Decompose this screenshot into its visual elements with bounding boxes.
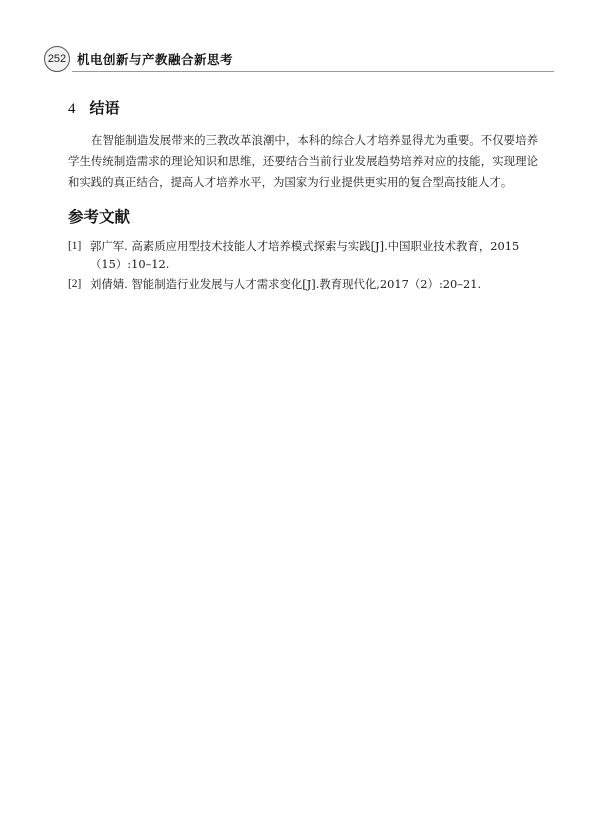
conclusion-paragraph: 在智能制造发展带来的三教改革浪潮中，本科的综合人才培养显得尤为重要。不仅要培养学生传统制造需求的理论知识和思维，还要结合当前行业发展趋势培养对应的技能，实现理论和实践的真正结合，提高人才培养水平，为国家为行业提供更实用的复合型高技能人才。 <box>68 133 538 189</box>
header-rule <box>72 71 554 72</box>
running-header <box>44 45 233 73</box>
reference-text: 刘倩婧. 智能制造行业发展与人才需求变化[J].教育现代化,2017（2）:20–21. <box>90 277 482 291</box>
section-heading <box>68 97 120 118</box>
reference-list <box>68 237 544 295</box>
reference-text: 郭广军. 高素质应用型技术技能人才培养模式探索与实践[J].中国职业技术教育，2015（15）:10–12. <box>90 239 520 271</box>
reference-index: [2] <box>68 278 82 290</box>
references-heading: 参考文献 <box>68 208 131 226</box>
reference-item-2 <box>68 275 544 293</box>
reference-item-1 <box>68 237 544 273</box>
section-title: 结语 <box>89 99 120 117</box>
section-number: 4 <box>68 101 76 117</box>
running-title: 机电创新与产教融合新思考 <box>77 52 234 67</box>
page-number-badge: 252 <box>44 46 70 72</box>
reference-index: [1] <box>68 240 82 252</box>
